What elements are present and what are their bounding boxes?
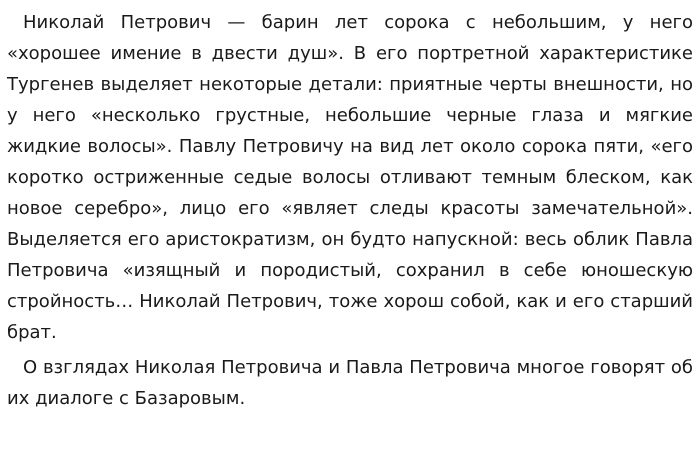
document-body	[7, 7, 693, 414]
paragraph-characters: Николай Петрович — барин лет сорока с небольшим, у него «хорошее имение в двести душ». В его портретной характеристике Тургенев выделяет некоторые детали: приятные черты внешности, но у него «несколько грустные, небольшие черные глаза и мягкие жидкие волосы». Павлу Петровичу на вид лет около сорока пяти, «его коротко остриженные седые волосы отливают темным блеском, как новое серебро», лицо его «являет следы красоты замечательной». Выделяется его аристократизм, он будто напускной: весь облик Павла Петровича «изящный и породистый, сохранил в себе юношескую стройность… Николай Петрович, тоже хорош собой, как и его старший брат.	[7, 12, 693, 343]
paragraph-views: О взглядах Николая Петровича и Павла Петровича многое говорят об их диалоге с Базаровым.	[7, 357, 693, 409]
